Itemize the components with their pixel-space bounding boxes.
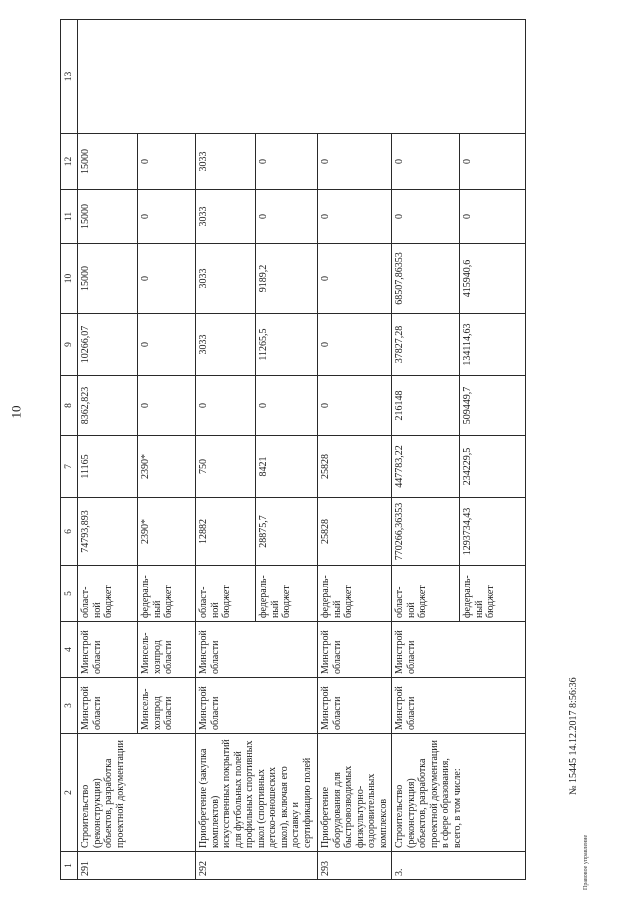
row-name: Приобретение (закупка комплектов) искусственных покрытий для футбольных полей профильных спортивных школ (спортивных детско-юношеских школ), включая его доставку и сертификацию полей xyxy=(196,734,318,852)
cell-value: 2390* xyxy=(138,498,196,566)
col-head-12: 12 xyxy=(61,134,78,190)
cell-value: 25828 xyxy=(318,498,392,566)
col-head-13: 13 xyxy=(61,20,78,134)
cell-value: 0 xyxy=(256,376,318,436)
co-executor: Минсель- хозпрод области xyxy=(138,622,196,678)
cell-value: 2390* xyxy=(138,436,196,498)
cell-value: 0 xyxy=(138,244,196,314)
cell-value: 12882 xyxy=(196,498,256,566)
cell-value: 3033 xyxy=(196,134,256,190)
cell-value: 11165 xyxy=(78,436,138,498)
cell-value: 3033 xyxy=(196,314,256,376)
col13-cell xyxy=(78,20,526,134)
cell-value: 25828 xyxy=(318,436,392,498)
col-head-11: 11 xyxy=(61,190,78,244)
funding-source: област- ной бюджет xyxy=(78,566,138,622)
col-head-10: 10 xyxy=(61,244,78,314)
legal-stamp: Правовое управление xyxy=(583,834,589,890)
cell-value: 0 xyxy=(318,244,392,314)
col-head-4: 4 xyxy=(61,622,78,678)
cell-value: 0 xyxy=(256,190,318,244)
cell-value: 8362,823 xyxy=(78,376,138,436)
col-head-3: 3 xyxy=(61,678,78,734)
cell-value: 74793,893 xyxy=(78,498,138,566)
row-name: Строительство (реконструкция) объектов, разработка проектной документации в сфере образования, всего, в том числе: xyxy=(392,734,526,852)
row-number: 292 xyxy=(196,852,318,880)
cell-value: 0 xyxy=(318,134,392,190)
cell-value: 0 xyxy=(318,190,392,244)
document-footer: № 15445 14.12.2017 8:56:36 xyxy=(568,677,579,795)
cell-value: 0 xyxy=(460,190,526,244)
cell-value: 234229,5 xyxy=(460,436,526,498)
co-executor: Минстрой области xyxy=(196,622,318,678)
table-row-293 xyxy=(318,20,392,880)
cell-value: 0 xyxy=(138,314,196,376)
cell-value: 8421 xyxy=(256,436,318,498)
funding-source: област- ной бюджет xyxy=(392,566,460,622)
budget-table xyxy=(60,19,526,880)
co-executor: Минстрой области xyxy=(318,622,392,678)
funding-source: федераль- ный бюджет xyxy=(256,566,318,622)
cell-value: 11265,5 xyxy=(256,314,318,376)
cell-value: 0 xyxy=(138,376,196,436)
responsible-executor: Минсель- хозпрод области xyxy=(138,678,196,734)
cell-value: 28875,7 xyxy=(256,498,318,566)
row-number: 291 xyxy=(78,852,196,880)
cell-value: 3033 xyxy=(196,244,256,314)
cell-value: 15000 xyxy=(78,190,138,244)
row-name: Приобретение оборудования для быстровозводимых физкультурно-оздоровительных комплексов xyxy=(318,734,392,852)
responsible-executor: Минстрой области xyxy=(196,678,318,734)
col-head-1: 1 xyxy=(61,852,78,880)
cell-value: 0 xyxy=(392,190,460,244)
cell-value: 15000 xyxy=(78,244,138,314)
table-row-292 xyxy=(196,20,256,880)
page-number: 10 xyxy=(8,405,24,419)
responsible-executor: Минстрой области xyxy=(78,678,138,734)
col-head-5: 5 xyxy=(61,566,78,622)
col-head-2: 2 xyxy=(61,734,78,852)
row-number: 3. xyxy=(392,852,526,880)
column-number-row xyxy=(61,20,78,880)
cell-value: 0 xyxy=(138,190,196,244)
cell-value: 0 xyxy=(392,134,460,190)
col-head-6: 6 xyxy=(61,498,78,566)
col-head-9: 9 xyxy=(61,314,78,376)
table-row-3 xyxy=(392,20,460,880)
cell-value: 15000 xyxy=(78,134,138,190)
table-row-291 xyxy=(78,20,138,880)
cell-value: 509449,7 xyxy=(460,376,526,436)
col-head-8: 8 xyxy=(61,376,78,436)
cell-value: 0 xyxy=(138,134,196,190)
col-head-7: 7 xyxy=(61,436,78,498)
cell-value: 37827,28 xyxy=(392,314,460,376)
funding-source: федераль- ный бюджет xyxy=(318,566,392,622)
cell-value: 3033 xyxy=(196,190,256,244)
responsible-executor: Минстрой области xyxy=(318,678,392,734)
cell-value: 0 xyxy=(256,134,318,190)
row-name: Строительство (реконструкция) объектов, разработка проектной документации xyxy=(78,734,196,852)
co-executor: Минстрой области xyxy=(78,622,138,678)
cell-value: 0 xyxy=(196,376,256,436)
cell-value: 447783,22 xyxy=(392,436,460,498)
cell-value: 68507,86353 xyxy=(392,244,460,314)
cell-value: 0 xyxy=(318,314,392,376)
cell-value: 770266,36353 xyxy=(392,498,460,566)
funding-source: федераль- ный бюджет xyxy=(460,566,526,622)
row-number: 293 xyxy=(318,852,392,880)
cell-value: 750 xyxy=(196,436,256,498)
cell-value: 134114,63 xyxy=(460,314,526,376)
cell-value: 1293734,43 xyxy=(460,498,526,566)
responsible-executor: Минстрой области xyxy=(392,678,526,734)
cell-value: 0 xyxy=(460,134,526,190)
cell-value: 415940,6 xyxy=(460,244,526,314)
cell-value: 0 xyxy=(318,376,392,436)
cell-value: 9189,2 xyxy=(256,244,318,314)
cell-value: 216148 xyxy=(392,376,460,436)
table-area xyxy=(60,20,526,880)
funding-source: федераль- ный бюджет xyxy=(138,566,196,622)
co-executor: Минстрой области xyxy=(392,622,526,678)
funding-source: област- ной бюджет xyxy=(196,566,256,622)
cell-value: 10266,07 xyxy=(78,314,138,376)
